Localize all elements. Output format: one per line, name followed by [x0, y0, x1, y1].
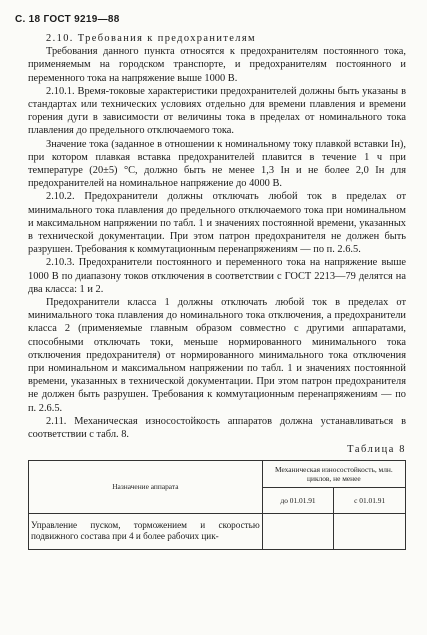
- paragraph-current-value: Значение тока (заданное в отношении к номинальному току плавкой вставки Iн), при котором плавкая вставка предохранителей плавится в течение 1 ч при температуре (20±5) °С, должно быть не менее 1,3 Iн и не более 2,0 Iн для предохранителей на номинальное напряжение до 4000 В.: [28, 138, 406, 190]
- table-subheader-after: с 01.01.91: [334, 487, 406, 513]
- body-text: [28, 32, 406, 441]
- paragraph-2-10-2: 2.10.2. Предохранители должны отключать любой ток в пределах от минимального тока плавления до предельного отключаемого тока при номинальном и максимальном напряжении по табл. 1 и значениях постоянной времени, указанных в технической документации. При этом патрон предохранителя не должен быть разрушен. Требования к коммутационным перенапряжениям — по п. 2.6.5.: [28, 191, 406, 256]
- document-page: [15, 14, 406, 550]
- table-group-header: Механическая износостойкость, млн. циклов, не менее: [262, 460, 405, 487]
- table-cell-purpose: Управление пуском, торможением и скоростью подвижного состава при 4 и более рабочих цик-: [29, 513, 263, 549]
- table-cell-after: [334, 513, 406, 549]
- table-col-purpose-header: Назначение аппарата: [29, 460, 263, 513]
- paragraph-classes: Предохранители класса 1 должны отключать любой ток в пределах от минимального тока плавления до номинального тока отключения, а предохранители класса 2 (применяемые главным образом совместно с другими аппаратами, способными отключать токи, меньше нормированного минимального тока отключения предохранителя) от нормированного минимального тока отключения при номинальном и максимальном напряжении по табл. 1 и значениях постоянной времени, указанных в технической документации. При этом патрон предохранителя не должен быть разрушен. Требования к коммутационным перенапряжениям — по п. 2.6.5.: [28, 297, 406, 414]
- table-header-row: [29, 460, 406, 487]
- table-row: [29, 513, 406, 549]
- table-cell-before: [262, 513, 334, 549]
- page-header: С. 18 ГОСТ 9219—88: [15, 14, 120, 25]
- paragraph-2-10-3: 2.10.3. Предохранители постоянного и переменного тока на напряжение выше 1000 В по диапазону токов отключения в соответствии с ГОСТ 2213—79 делятся на два класса: 1 и 2.: [28, 257, 406, 295]
- table-8: [28, 460, 406, 550]
- table-subheader-before: до 01.01.91: [262, 487, 334, 513]
- paragraph-2-11: 2.11. Механическая износостойкость аппаратов должна устанавливаться в соответствии с табл. 8.: [28, 415, 406, 441]
- paragraph-2-10-1: 2.10.1. Время-токовые характеристики предохранителей должны быть указаны в стандартах или технических условиях отдельно для времени плавления и времени горения дуги в зависимости от величины тока в пределах от номинального тока плавления до предельного отключаемого тока.: [28, 85, 406, 137]
- table-caption: Таблица 8: [347, 444, 406, 456]
- section-title: 2.10. Требования к предохранителям: [46, 33, 257, 44]
- paragraph-intro: Требования данного пункта относятся к предохранителям постоянного тока, применяемым на городском транспорте, и предохранителям постоянного и переменного тока на напряжение выше 1000 В.: [28, 46, 406, 84]
